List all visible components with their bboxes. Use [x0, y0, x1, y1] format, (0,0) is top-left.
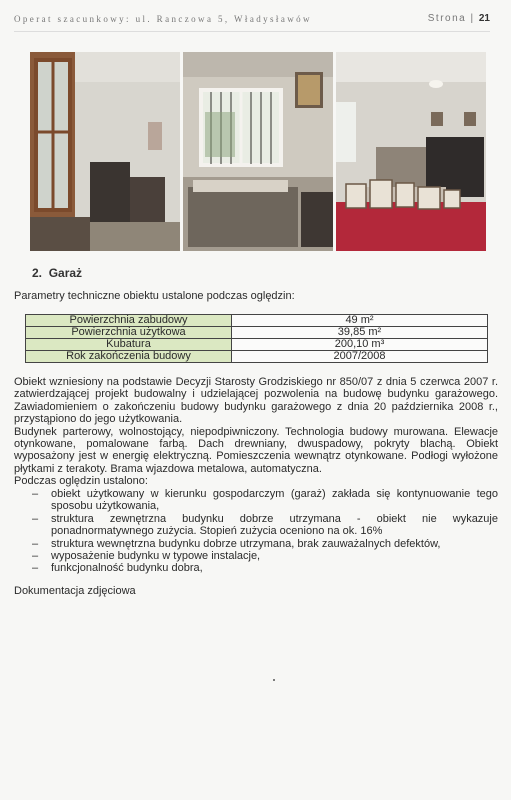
paragraph-decision: Obiekt wzniesiony na podstawie Decyzji Starosty Grodziskiego nr 850/07 z dnia 5 czerwca 2007 r. zatwierdzającej projekt budowalny i udzielającej pozwolenia na budowę budynku garażowego. Zawiadomieniem o zakończeniu budowy budynku garażowego z dnia 20 października 2008 r., przystąpiono do jego użytkowania.	[14, 376, 498, 426]
page-number: 21	[478, 13, 490, 24]
document-title: Operat szacunkowy: ul. Ranczowa 5, Władysławów	[14, 14, 312, 24]
photo-room-3	[336, 52, 486, 251]
list-item-text: struktura wewnętrzna budynku dobrze utrzymana, brak zauważalnych defektów,	[51, 537, 441, 550]
list-marker: –	[32, 488, 39, 500]
findings-list	[14, 488, 498, 575]
section-title: Garaż	[48, 266, 83, 280]
param-value: 49 m²	[232, 315, 488, 327]
list-item-text: struktura zewnętrzna budynku dobrze utrzymana - obiekt nie wykazuje ponadnormatywnego zużycia. Stopień zużycia oceniono na ok. 16%	[51, 512, 498, 538]
intro-text: Parametry techniczne obiektu ustalone podczas oględzin:	[14, 290, 295, 302]
list-marker: –	[32, 512, 39, 525]
param-label: Powierzchnia użytkowa	[26, 327, 232, 339]
list-marker: –	[32, 550, 39, 563]
table-row	[26, 315, 488, 327]
list-marker: –	[32, 562, 39, 575]
list-item	[14, 550, 498, 562]
section-number: 2.	[32, 266, 43, 280]
table-row	[26, 327, 488, 339]
table-row	[26, 339, 488, 351]
table-row	[26, 351, 488, 363]
list-item-text: wyposażenie budynku w typowe instalacje,	[51, 550, 261, 563]
param-value: 2007/2008	[232, 351, 488, 363]
param-value: 39,85 m²	[232, 327, 488, 339]
list-item-text: obiekt użytkowany w kierunku gospodarczym (garaż) zakłada się kontynuowanie tego sposobu użytkowania,	[51, 488, 498, 513]
photo-room-1	[30, 52, 180, 251]
param-label: Rok zakończenia budowy	[26, 351, 232, 363]
page-header	[14, 12, 490, 30]
photo-room-2	[183, 52, 333, 251]
scan-speck	[273, 679, 275, 681]
list-item-text: funkcjonalność budynku dobra,	[51, 562, 203, 575]
list-item	[14, 538, 498, 550]
list-item	[14, 562, 498, 574]
param-value: 200,10 m³	[232, 339, 488, 351]
list-marker: –	[32, 537, 39, 550]
param-label: Powierzchnia zabudowy	[26, 315, 232, 327]
list-item	[14, 513, 498, 538]
description-text	[14, 376, 498, 475]
findings-heading: Podczas oględzin ustalono:	[14, 475, 148, 487]
photo-documentation-label: Dokumentacja zdjęciowa	[14, 585, 136, 597]
technical-parameters-table	[25, 314, 488, 363]
header-divider	[14, 31, 490, 32]
param-label: Kubatura	[26, 339, 232, 351]
page-label: Strona	[427, 13, 467, 24]
paragraph-construction: Budynek parterowy, wolnostojący, niepodpiwniczony. Technologia budowy murowana. Elewacje otynkowane, pomalowane farbą. Dach drewniany, dwuspadowy, pokryty blachą. Obiekt wyposażony jest w energię elektryczną. Pomieszczenia wewnątrz otynkowane. Podłogi wyłożone płytkami z terakoty. Brama wjazdowa metalowa, automatyczna.	[14, 425, 498, 475]
list-item	[14, 488, 498, 513]
page-indicator: Strona | 21	[427, 13, 490, 24]
section-heading	[32, 266, 82, 280]
photo-strip	[30, 52, 486, 251]
